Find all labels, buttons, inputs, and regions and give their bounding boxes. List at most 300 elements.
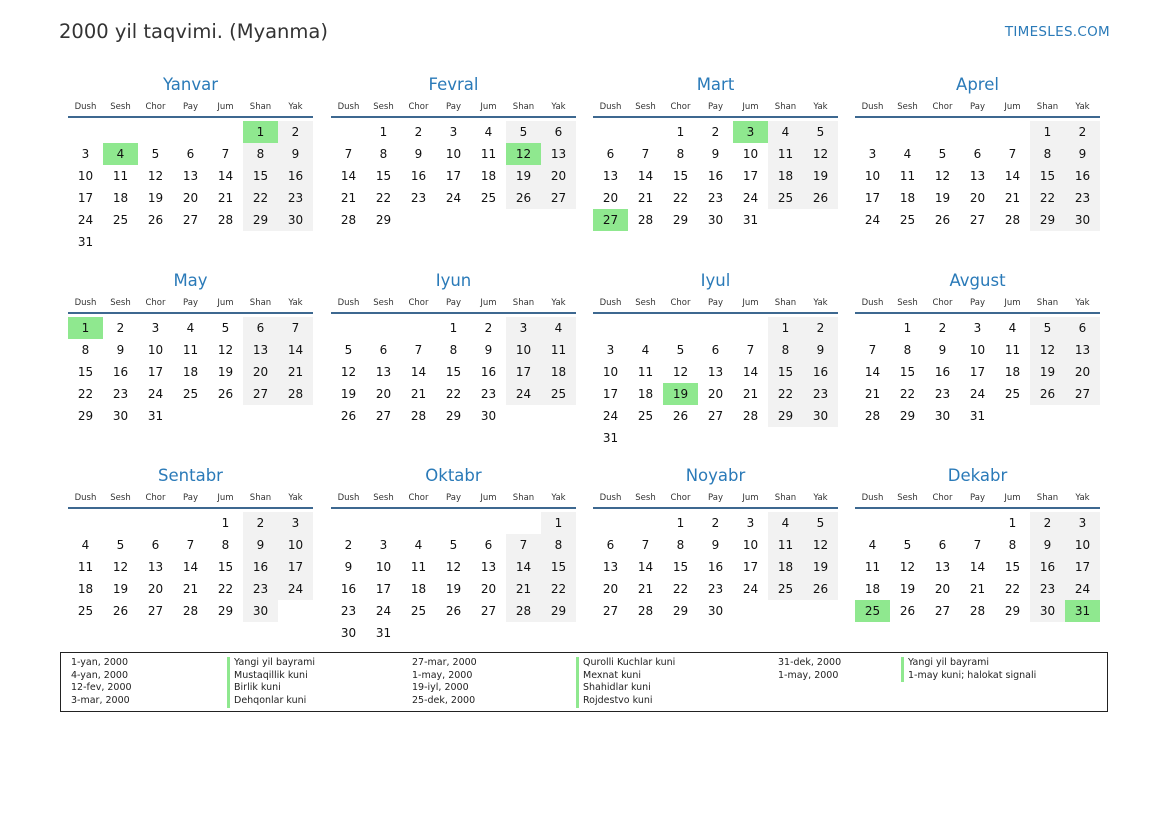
day-cell: 15 (672, 169, 689, 183)
month-name: Aprel (956, 75, 999, 94)
day-cell: 2 (278, 121, 313, 143)
day-cell: 12 (934, 169, 951, 183)
empty-cell (103, 121, 138, 143)
week-row (593, 339, 838, 361)
empty-cell (995, 121, 1030, 143)
weekday-label: Chor (145, 298, 166, 308)
day-cell: 6 (606, 538, 615, 552)
day-cell: 2 (484, 321, 493, 335)
day-cell: 21 (969, 582, 986, 596)
day-cell: 27 (147, 604, 164, 618)
day-cell: 17 (375, 582, 392, 596)
empty-cell (506, 622, 541, 644)
day-cell: 20 (375, 387, 392, 401)
week-row (593, 317, 838, 339)
weekday-header (68, 490, 313, 509)
day-cell: 16 (1030, 556, 1065, 578)
day-cell: 19 (112, 582, 129, 596)
day-cell: 9 (243, 534, 278, 556)
week-row (68, 512, 313, 534)
empty-cell (890, 512, 925, 534)
day-cell: 24 (1065, 578, 1100, 600)
day-cell: 21 (340, 191, 357, 205)
empty-cell (138, 121, 173, 143)
day-cell: 3 (746, 516, 755, 530)
week-row (331, 622, 576, 644)
day-cell: 12 (147, 169, 164, 183)
weekday-label: Pay (183, 102, 198, 112)
day-cell: 6 (484, 538, 493, 552)
week-row (68, 143, 313, 165)
weekday-label: Dush (599, 102, 622, 112)
day-cell: 9 (278, 143, 313, 165)
day-cell: 28 (969, 604, 986, 618)
day-cell: 15 (77, 365, 94, 379)
day-cell: 10 (864, 169, 881, 183)
legend-date: 1-may, 2000 (778, 669, 839, 681)
weekday-header (593, 490, 838, 509)
legend-holiday-name: Dehqonlar kuni (227, 695, 315, 708)
day-cell: 9 (803, 339, 838, 361)
legend-holiday-name: Birlik kuni (227, 682, 315, 695)
day-cell: 8 (676, 538, 685, 552)
day-cell: 2 (116, 321, 125, 335)
legend-date-column (412, 657, 477, 708)
weekday-label: Sesh (110, 298, 131, 308)
day-cell: 13 (375, 365, 392, 379)
day-cell: 17 (742, 560, 759, 574)
weekday-label: Dush (861, 102, 884, 112)
weekday-label: Chor (145, 102, 166, 112)
weekday-header (855, 295, 1100, 314)
day-cell: 12 (445, 560, 462, 574)
empty-cell (243, 405, 278, 427)
day-cell: 29 (541, 600, 576, 622)
day-cell: 7 (973, 538, 982, 552)
weekday-header (855, 490, 1100, 509)
day-cell: 3 (506, 317, 541, 339)
day-cell: 23 (410, 191, 427, 205)
week-row (331, 405, 576, 427)
day-cell: 14 (217, 169, 234, 183)
empty-cell (541, 209, 576, 231)
day-cell: 5 (803, 512, 838, 534)
week-row (855, 383, 1100, 405)
weekday-label: Jum (742, 102, 759, 112)
day-cell: 30 (1065, 209, 1100, 231)
day-cell: 31 (1065, 600, 1100, 622)
empty-cell (733, 317, 768, 339)
day-cell: 14 (742, 365, 759, 379)
day-cell: 15 (899, 365, 916, 379)
weekday-label: Yak (813, 102, 828, 112)
weekday-label: Pay (183, 298, 198, 308)
day-cell: 13 (182, 169, 199, 183)
day-cell: 7 (278, 317, 313, 339)
day-cell: 10 (742, 147, 759, 161)
month-iyul (593, 267, 838, 449)
week-row (331, 143, 576, 165)
empty-cell (768, 209, 803, 231)
empty-cell (278, 405, 313, 427)
day-cell: 24 (445, 191, 462, 205)
day-cell: 25 (768, 578, 803, 600)
month-name: Iyun (435, 271, 472, 290)
day-cell: 17 (969, 365, 986, 379)
week-row (593, 121, 838, 143)
weekday-header (68, 295, 313, 314)
day-cell: 16 (340, 582, 357, 596)
day-cell: 8 (541, 534, 576, 556)
weekday-label: Sesh (635, 298, 656, 308)
day-cell: 6 (186, 147, 195, 161)
day-cell: 4 (768, 121, 803, 143)
empty-cell (471, 512, 506, 534)
weekday-label: Chor (408, 102, 429, 112)
empty-cell (331, 121, 366, 143)
weekday-label: Pay (446, 298, 461, 308)
empty-cell (173, 121, 208, 143)
month-dekabr (855, 462, 1100, 622)
week-row (593, 143, 838, 165)
day-cell: 27 (593, 209, 628, 231)
month-sentabr (68, 462, 313, 622)
weekday-label: Chor (145, 493, 166, 503)
day-cell: 26 (340, 409, 357, 423)
day-cell: 5 (506, 121, 541, 143)
day-cell: 6 (1065, 317, 1100, 339)
day-cell: 22 (672, 191, 689, 205)
weekday-label: Pay (970, 493, 985, 503)
day-cell: 1 (449, 321, 458, 335)
week-row (593, 600, 838, 622)
day-cell: 15 (1004, 560, 1021, 574)
day-cell: 20 (707, 387, 724, 401)
weekday-label: Sesh (897, 298, 918, 308)
day-cell: 2 (803, 317, 838, 339)
day-cell: 12 (217, 343, 234, 357)
day-cell: 1 (541, 512, 576, 534)
day-cell: 5 (938, 147, 947, 161)
empty-cell (663, 317, 698, 339)
day-cell: 11 (768, 143, 803, 165)
day-cell: 4 (903, 147, 912, 161)
weekday-label: Shan (1036, 298, 1059, 308)
empty-cell (855, 121, 890, 143)
week-row (68, 209, 313, 231)
day-cell: 18 (864, 582, 881, 596)
week-row (68, 534, 313, 556)
weekday-label: Dush (861, 493, 884, 503)
day-cell: 13 (602, 169, 619, 183)
weekday-label: Yak (288, 102, 303, 112)
weekday-label: Yak (1075, 493, 1090, 503)
day-cell: 11 (112, 169, 129, 183)
empty-cell (173, 405, 208, 427)
week-row (68, 600, 313, 622)
day-cell: 19 (340, 387, 357, 401)
day-cell: 13 (243, 339, 278, 361)
weekday-label: Yak (551, 493, 566, 503)
weekday-label: Yak (288, 298, 303, 308)
day-cell: 24 (969, 387, 986, 401)
empty-cell (925, 512, 960, 534)
day-cell: 29 (768, 405, 803, 427)
month-aprel (855, 71, 1100, 231)
day-cell: 14 (278, 339, 313, 361)
month-name: May (173, 271, 208, 290)
day-cell: 4 (641, 343, 650, 357)
day-cell: 29 (375, 213, 392, 227)
empty-cell (401, 512, 436, 534)
empty-cell (593, 121, 628, 143)
legend-date-column (71, 657, 132, 708)
day-cell: 24 (147, 387, 164, 401)
legend-date: 27-mar, 2000 (412, 657, 477, 668)
empty-cell (855, 512, 890, 534)
day-cell: 27 (182, 213, 199, 227)
legend-holiday-name: Mustaqillik kuni (227, 670, 315, 683)
day-cell: 22 (77, 387, 94, 401)
day-cell: 31 (742, 213, 759, 227)
day-cell: 9 (711, 538, 720, 552)
week-row (331, 556, 576, 578)
week-row (68, 165, 313, 187)
day-cell: 28 (340, 213, 357, 227)
site-logo-link[interactable]: TIMESLES.COM (1004, 24, 1110, 40)
day-cell: 21 (742, 387, 759, 401)
day-cell: 19 (1030, 361, 1065, 383)
day-cell: 15 (375, 169, 392, 183)
day-cell: 22 (541, 578, 576, 600)
day-cell: 12 (803, 143, 838, 165)
day-cell: 20 (969, 191, 986, 205)
weekday-label: Chor (408, 493, 429, 503)
empty-cell (1065, 405, 1100, 427)
day-cell: 23 (278, 187, 313, 209)
day-cell: 20 (934, 582, 951, 596)
day-cell: 14 (969, 560, 986, 574)
day-cell: 1 (221, 516, 230, 530)
day-cell: 31 (147, 409, 164, 423)
month-noyabr (593, 462, 838, 622)
empty-cell (1030, 405, 1065, 427)
weekday-label: Dush (861, 298, 884, 308)
holiday-legend (60, 652, 1108, 712)
weekday-label: Shan (774, 298, 797, 308)
day-cell: 25 (1004, 387, 1021, 401)
day-cell: 29 (899, 409, 916, 423)
day-cell: 26 (803, 187, 838, 209)
day-cell: 22 (375, 191, 392, 205)
week-row (855, 209, 1100, 231)
day-cell: 15 (243, 165, 278, 187)
weekday-label: Sesh (373, 493, 394, 503)
day-cell: 6 (938, 538, 947, 552)
weekday-label: Sesh (373, 298, 394, 308)
day-cell: 9 (711, 147, 720, 161)
empty-cell (506, 209, 541, 231)
day-cell: 14 (1004, 169, 1021, 183)
week-row (855, 339, 1100, 361)
day-cell: 2 (414, 125, 423, 139)
empty-cell (890, 121, 925, 143)
day-cell: 31 (77, 235, 94, 249)
empty-cell (208, 231, 243, 253)
weekday-label: Yak (288, 493, 303, 503)
day-cell: 3 (81, 147, 90, 161)
week-row (331, 121, 576, 143)
day-cell: 27 (480, 604, 497, 618)
legend-name-column (576, 657, 675, 708)
day-cell: 9 (938, 343, 947, 357)
day-cell: 5 (221, 321, 230, 335)
day-cell: 20 (1065, 361, 1100, 383)
weekday-label: Dush (74, 493, 97, 503)
day-cell: 9 (116, 343, 125, 357)
day-cell: 6 (541, 121, 576, 143)
day-cell: 23 (243, 578, 278, 600)
day-cell: 24 (77, 213, 94, 227)
day-cell: 25 (77, 604, 94, 618)
empty-cell (995, 405, 1030, 427)
day-cell: 27 (375, 409, 392, 423)
week-row (855, 165, 1100, 187)
day-cell: 26 (1030, 383, 1065, 405)
day-cell: 24 (742, 582, 759, 596)
empty-cell (436, 622, 471, 644)
day-cell: 10 (742, 538, 759, 552)
week-row (855, 143, 1100, 165)
day-cell: 5 (903, 538, 912, 552)
empty-cell (768, 600, 803, 622)
day-cell: 22 (899, 387, 916, 401)
day-cell: 10 (375, 560, 392, 574)
weekday-label: Chor (670, 493, 691, 503)
weekday-label: Chor (932, 102, 953, 112)
day-cell: 23 (934, 387, 951, 401)
day-cell: 11 (864, 560, 881, 574)
day-cell: 5 (449, 538, 458, 552)
weekday-label: Sesh (373, 102, 394, 112)
weekday-label: Pay (708, 298, 723, 308)
day-cell: 12 (1030, 339, 1065, 361)
day-cell: 21 (637, 191, 654, 205)
day-cell: 13 (969, 169, 986, 183)
weekday-label: Shan (774, 102, 797, 112)
weekday-label: Jum (480, 102, 497, 112)
month-fevral (331, 71, 576, 231)
month-name: Oktabr (425, 466, 482, 485)
day-cell: 12 (340, 365, 357, 379)
day-cell: 22 (1030, 187, 1065, 209)
month-name: Dekabr (947, 466, 1008, 485)
day-cell: 10 (445, 147, 462, 161)
day-cell: 14 (637, 169, 654, 183)
day-cell: 5 (116, 538, 125, 552)
week-row (593, 427, 838, 449)
empty-cell (68, 512, 103, 534)
day-cell: 8 (81, 343, 90, 357)
day-cell: 10 (1065, 534, 1100, 556)
weekday-header (331, 99, 576, 118)
day-cell: 14 (340, 169, 357, 183)
day-cell: 16 (803, 361, 838, 383)
day-cell: 3 (379, 538, 388, 552)
month-iyun (331, 267, 576, 427)
day-cell: 24 (742, 191, 759, 205)
week-row (855, 600, 1100, 622)
legend-name-column (901, 657, 1036, 682)
week-row (331, 383, 576, 405)
day-cell: 25 (637, 409, 654, 423)
day-cell: 30 (934, 409, 951, 423)
day-cell: 3 (449, 125, 458, 139)
day-cell: 17 (1065, 556, 1100, 578)
day-cell: 19 (663, 383, 698, 405)
month-name: Avgust (949, 271, 1006, 290)
day-cell: 21 (864, 387, 881, 401)
empty-cell (103, 512, 138, 534)
weekday-label: Dush (74, 298, 97, 308)
day-cell: 6 (973, 147, 982, 161)
day-cell: 18 (112, 191, 129, 205)
day-cell: 20 (182, 191, 199, 205)
empty-cell (628, 427, 663, 449)
day-cell: 8 (1008, 538, 1017, 552)
day-cell: 28 (864, 409, 881, 423)
day-cell: 6 (379, 343, 388, 357)
day-cell: 4 (1008, 321, 1017, 335)
weekday-label: Pay (970, 102, 985, 112)
day-cell: 9 (484, 343, 493, 357)
day-cell: 1 (68, 317, 103, 339)
day-cell: 28 (1004, 213, 1021, 227)
day-cell: 11 (541, 339, 576, 361)
weekday-label: Sesh (635, 493, 656, 503)
month-avgust (855, 267, 1100, 427)
week-row (593, 209, 838, 231)
day-cell: 16 (112, 365, 129, 379)
day-cell: 1 (676, 125, 685, 139)
day-cell: 3 (868, 147, 877, 161)
empty-cell (541, 622, 576, 644)
day-cell: 16 (278, 165, 313, 187)
day-cell: 15 (217, 560, 234, 574)
day-cell: 21 (278, 361, 313, 383)
day-cell: 19 (506, 165, 541, 187)
day-cell: 26 (934, 213, 951, 227)
weekday-label: Pay (183, 493, 198, 503)
day-cell: 4 (868, 538, 877, 552)
empty-cell (103, 231, 138, 253)
legend-date: 1-may, 2000 (412, 669, 473, 681)
day-cell: 6 (711, 343, 720, 357)
week-row (593, 187, 838, 209)
day-cell: 25 (182, 387, 199, 401)
week-row (855, 512, 1100, 534)
day-cell: 8 (379, 147, 388, 161)
day-cell: 8 (243, 143, 278, 165)
day-cell: 29 (243, 209, 278, 231)
day-cell: 17 (602, 387, 619, 401)
day-cell: 8 (1030, 143, 1065, 165)
weekday-header (331, 490, 576, 509)
empty-cell (471, 622, 506, 644)
week-row (331, 339, 576, 361)
month-yanvar (68, 71, 313, 253)
day-cell: 2 (1030, 512, 1065, 534)
